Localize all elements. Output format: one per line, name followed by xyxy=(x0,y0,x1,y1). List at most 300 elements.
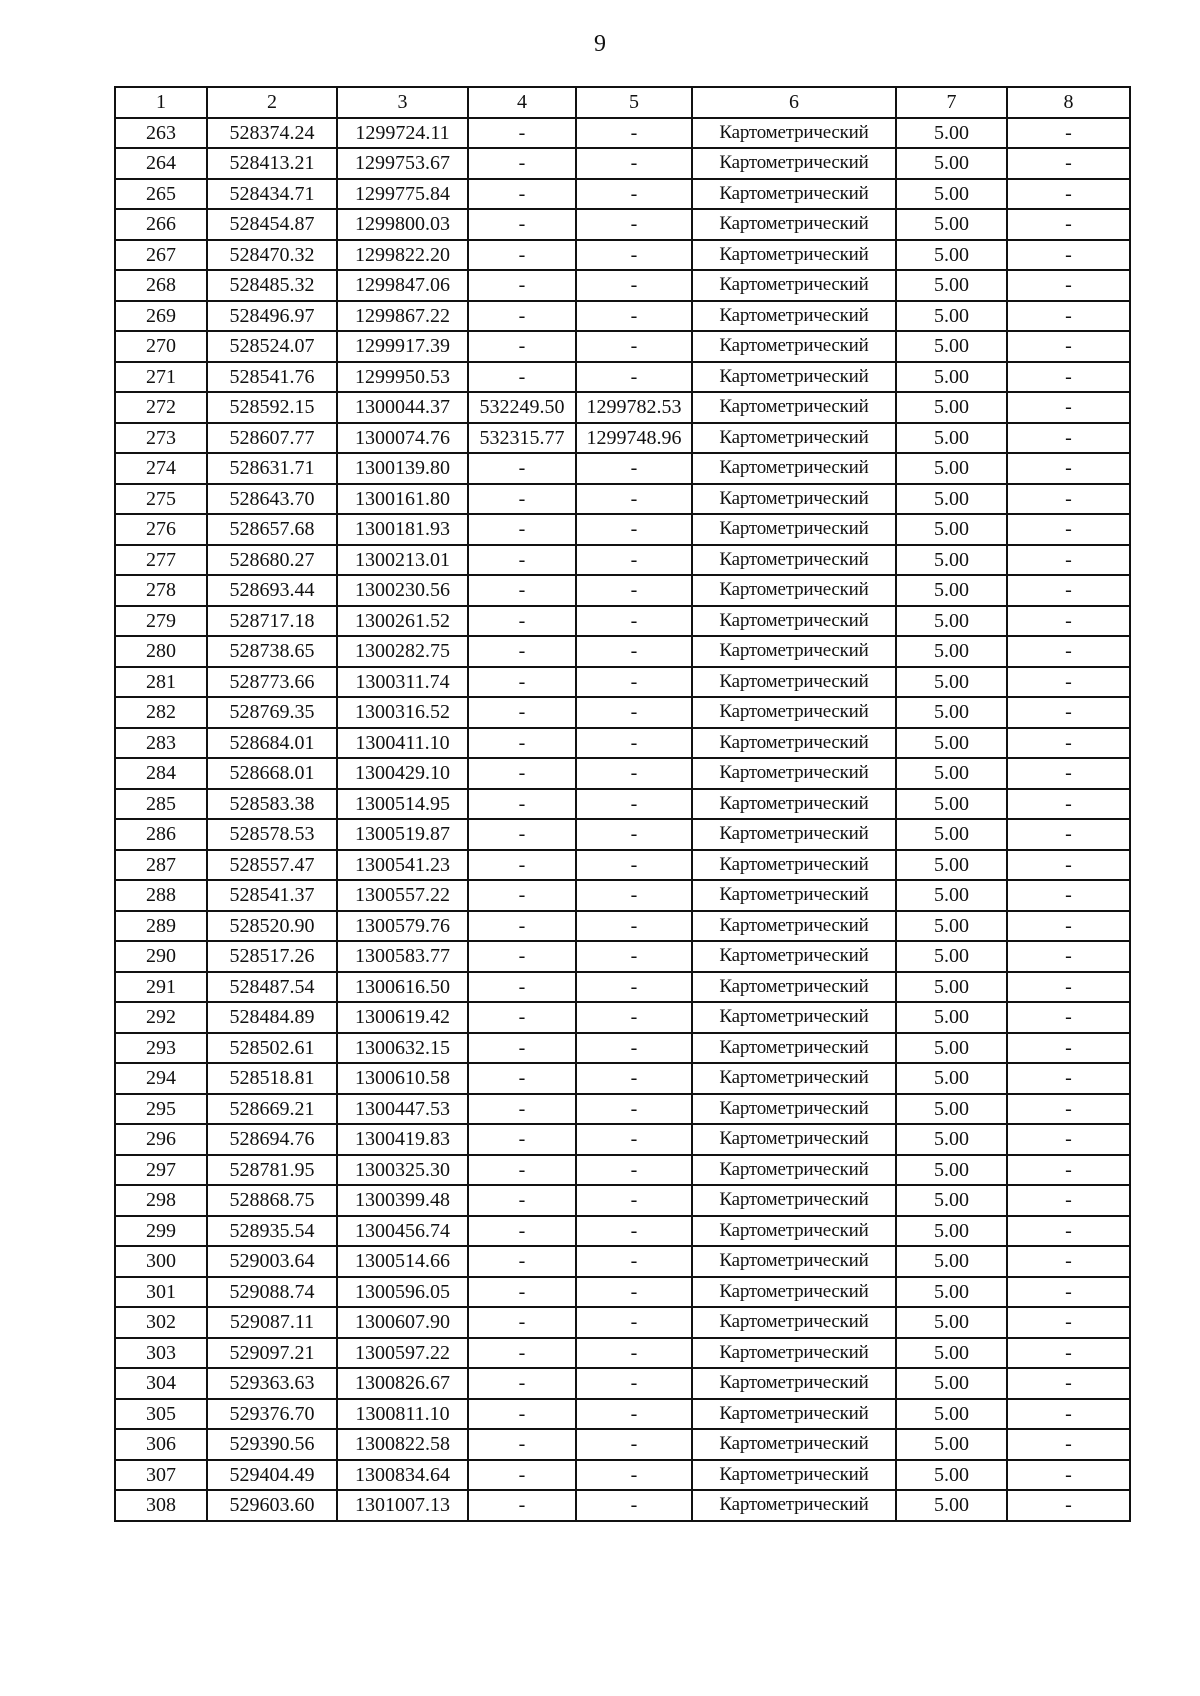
y-coordinate-cell: 1300579.76 xyxy=(337,911,468,942)
y-old-coordinate-cell: - xyxy=(576,1155,692,1186)
description-cell: - xyxy=(1007,1490,1130,1521)
description-cell: - xyxy=(1007,118,1130,149)
precision-cell: 5.00 xyxy=(896,1124,1007,1155)
precision-cell: 5.00 xyxy=(896,941,1007,972)
point-number-cell: 297 xyxy=(115,1155,207,1186)
y-old-coordinate-cell: - xyxy=(576,1246,692,1277)
table-row xyxy=(115,575,1130,606)
x-old-coordinate-cell: - xyxy=(468,453,576,484)
method-cell: Картометрический xyxy=(692,1216,896,1247)
column-header: 7 xyxy=(896,87,1007,118)
x-old-coordinate-cell: - xyxy=(468,1399,576,1430)
method-cell: Картометрический xyxy=(692,1094,896,1125)
table-row xyxy=(115,789,1130,820)
method-cell: Картометрический xyxy=(692,667,896,698)
precision-cell: 5.00 xyxy=(896,362,1007,393)
precision-cell: 5.00 xyxy=(896,606,1007,637)
y-old-coordinate-cell: - xyxy=(576,301,692,332)
table-row xyxy=(115,1399,1130,1430)
x-coordinate-cell: 528769.35 xyxy=(207,697,337,728)
point-number-cell: 302 xyxy=(115,1307,207,1338)
x-old-coordinate-cell: - xyxy=(468,1002,576,1033)
y-coordinate-cell: 1299917.39 xyxy=(337,331,468,362)
description-cell: - xyxy=(1007,392,1130,423)
table-row xyxy=(115,1246,1130,1277)
description-cell: - xyxy=(1007,667,1130,698)
y-coordinate-cell: 1300181.93 xyxy=(337,514,468,545)
point-number-cell: 263 xyxy=(115,118,207,149)
description-cell: - xyxy=(1007,728,1130,759)
x-old-coordinate-cell: - xyxy=(468,240,576,271)
y-coordinate-cell: 1300325.30 xyxy=(337,1155,468,1186)
method-cell: Картометрический xyxy=(692,1033,896,1064)
y-coordinate-cell: 1299822.20 xyxy=(337,240,468,271)
y-old-coordinate-cell: - xyxy=(576,362,692,393)
x-coordinate-cell: 528738.65 xyxy=(207,636,337,667)
x-old-coordinate-cell: - xyxy=(468,606,576,637)
description-cell: - xyxy=(1007,941,1130,972)
method-cell: Картометрический xyxy=(692,484,896,515)
method-cell: Картометрический xyxy=(692,362,896,393)
x-old-coordinate-cell: - xyxy=(468,484,576,515)
column-header: 6 xyxy=(692,87,896,118)
method-cell: Картометрический xyxy=(692,1155,896,1186)
description-cell: - xyxy=(1007,1185,1130,1216)
table-row xyxy=(115,1307,1130,1338)
method-cell: Картометрический xyxy=(692,789,896,820)
precision-cell: 5.00 xyxy=(896,209,1007,240)
y-old-coordinate-cell: - xyxy=(576,179,692,210)
table-row xyxy=(115,453,1130,484)
x-old-coordinate-cell: - xyxy=(468,1246,576,1277)
description-cell: - xyxy=(1007,1368,1130,1399)
x-coordinate-cell: 529003.64 xyxy=(207,1246,337,1277)
x-old-coordinate-cell: - xyxy=(468,1429,576,1460)
x-coordinate-cell: 528518.81 xyxy=(207,1063,337,1094)
description-cell: - xyxy=(1007,1277,1130,1308)
x-coordinate-cell: 528413.21 xyxy=(207,148,337,179)
method-cell: Картометрический xyxy=(692,1338,896,1369)
method-cell: Картометрический xyxy=(692,850,896,881)
x-coordinate-cell: 529363.63 xyxy=(207,1368,337,1399)
point-number-cell: 280 xyxy=(115,636,207,667)
column-header: 5 xyxy=(576,87,692,118)
point-number-cell: 294 xyxy=(115,1063,207,1094)
precision-cell: 5.00 xyxy=(896,118,1007,149)
table-row xyxy=(115,362,1130,393)
description-cell: - xyxy=(1007,362,1130,393)
y-coordinate-cell: 1300619.42 xyxy=(337,1002,468,1033)
method-cell: Картометрический xyxy=(692,728,896,759)
precision-cell: 5.00 xyxy=(896,1246,1007,1277)
x-coordinate-cell: 528657.68 xyxy=(207,514,337,545)
precision-cell: 5.00 xyxy=(896,575,1007,606)
table-row xyxy=(115,1368,1130,1399)
x-coordinate-cell: 528434.71 xyxy=(207,179,337,210)
description-cell: - xyxy=(1007,240,1130,271)
table-row xyxy=(115,1094,1130,1125)
y-old-coordinate-cell: 1299748.96 xyxy=(576,423,692,454)
x-coordinate-cell: 528669.21 xyxy=(207,1094,337,1125)
table-row xyxy=(115,1277,1130,1308)
point-number-cell: 289 xyxy=(115,911,207,942)
table-row xyxy=(115,1490,1130,1521)
table-row xyxy=(115,972,1130,1003)
description-cell: - xyxy=(1007,911,1130,942)
y-coordinate-cell: 1300447.53 xyxy=(337,1094,468,1125)
method-cell: Картометрический xyxy=(692,636,896,667)
point-number-cell: 274 xyxy=(115,453,207,484)
method-cell: Картометрический xyxy=(692,697,896,728)
point-number-cell: 268 xyxy=(115,270,207,301)
y-coordinate-cell: 1300161.80 xyxy=(337,484,468,515)
y-old-coordinate-cell: - xyxy=(576,1277,692,1308)
x-coordinate-cell: 528668.01 xyxy=(207,758,337,789)
y-old-coordinate-cell: - xyxy=(576,240,692,271)
method-cell: Картометрический xyxy=(692,1490,896,1521)
y-old-coordinate-cell: - xyxy=(576,1002,692,1033)
precision-cell: 5.00 xyxy=(896,1399,1007,1430)
precision-cell: 5.00 xyxy=(896,850,1007,881)
point-number-cell: 284 xyxy=(115,758,207,789)
point-number-cell: 304 xyxy=(115,1368,207,1399)
table-row xyxy=(115,1338,1130,1369)
x-old-coordinate-cell: - xyxy=(468,148,576,179)
x-coordinate-cell: 528557.47 xyxy=(207,850,337,881)
y-old-coordinate-cell: - xyxy=(576,1490,692,1521)
y-old-coordinate-cell: - xyxy=(576,1185,692,1216)
description-cell: - xyxy=(1007,819,1130,850)
x-coordinate-cell: 529088.74 xyxy=(207,1277,337,1308)
method-cell: Картометрический xyxy=(692,1460,896,1491)
precision-cell: 5.00 xyxy=(896,179,1007,210)
x-old-coordinate-cell: - xyxy=(468,941,576,972)
y-coordinate-cell: 1300597.22 xyxy=(337,1338,468,1369)
x-old-coordinate-cell: - xyxy=(468,209,576,240)
description-cell: - xyxy=(1007,1307,1130,1338)
precision-cell: 5.00 xyxy=(896,1033,1007,1064)
precision-cell: 5.00 xyxy=(896,1490,1007,1521)
y-old-coordinate-cell: - xyxy=(576,484,692,515)
y-old-coordinate-cell: - xyxy=(576,1033,692,1064)
table-row xyxy=(115,850,1130,881)
precision-cell: 5.00 xyxy=(896,331,1007,362)
method-cell: Картометрический xyxy=(692,1368,896,1399)
precision-cell: 5.00 xyxy=(896,911,1007,942)
method-cell: Картометрический xyxy=(692,209,896,240)
x-coordinate-cell: 528524.07 xyxy=(207,331,337,362)
x-old-coordinate-cell: - xyxy=(468,911,576,942)
description-cell: - xyxy=(1007,697,1130,728)
x-coordinate-cell: 528496.97 xyxy=(207,301,337,332)
precision-cell: 5.00 xyxy=(896,1460,1007,1491)
y-old-coordinate-cell: - xyxy=(576,697,692,728)
x-old-coordinate-cell: - xyxy=(468,1033,576,1064)
x-old-coordinate-cell: - xyxy=(468,1094,576,1125)
x-coordinate-cell: 528607.77 xyxy=(207,423,337,454)
description-cell: - xyxy=(1007,209,1130,240)
y-coordinate-cell: 1300610.58 xyxy=(337,1063,468,1094)
y-coordinate-cell: 1300514.95 xyxy=(337,789,468,820)
y-coordinate-cell: 1299775.84 xyxy=(337,179,468,210)
y-old-coordinate-cell: - xyxy=(576,850,692,881)
point-number-cell: 264 xyxy=(115,148,207,179)
table-row xyxy=(115,423,1130,454)
x-old-coordinate-cell: - xyxy=(468,667,576,698)
y-old-coordinate-cell: - xyxy=(576,880,692,911)
description-cell: - xyxy=(1007,1124,1130,1155)
y-coordinate-cell: 1300230.56 xyxy=(337,575,468,606)
column-header: 2 xyxy=(207,87,337,118)
y-old-coordinate-cell: 1299782.53 xyxy=(576,392,692,423)
description-cell: - xyxy=(1007,1246,1130,1277)
precision-cell: 5.00 xyxy=(896,1002,1007,1033)
table-row xyxy=(115,880,1130,911)
method-cell: Картометрический xyxy=(692,1002,896,1033)
y-coordinate-cell: 1300311.74 xyxy=(337,667,468,698)
y-old-coordinate-cell: - xyxy=(576,758,692,789)
precision-cell: 5.00 xyxy=(896,728,1007,759)
x-old-coordinate-cell: - xyxy=(468,1368,576,1399)
method-cell: Картометрический xyxy=(692,880,896,911)
point-number-cell: 285 xyxy=(115,789,207,820)
table-row xyxy=(115,636,1130,667)
table-row xyxy=(115,1063,1130,1094)
precision-cell: 5.00 xyxy=(896,240,1007,271)
y-old-coordinate-cell: - xyxy=(576,972,692,1003)
y-coordinate-cell: 1301007.13 xyxy=(337,1490,468,1521)
table-row xyxy=(115,301,1130,332)
method-cell: Картометрический xyxy=(692,972,896,1003)
y-coordinate-cell: 1299800.03 xyxy=(337,209,468,240)
x-old-coordinate-cell: 532315.77 xyxy=(468,423,576,454)
description-cell: - xyxy=(1007,1094,1130,1125)
x-old-coordinate-cell: - xyxy=(468,1460,576,1491)
x-old-coordinate-cell: - xyxy=(468,1155,576,1186)
point-number-cell: 270 xyxy=(115,331,207,362)
y-coordinate-cell: 1299724.11 xyxy=(337,118,468,149)
description-cell: - xyxy=(1007,179,1130,210)
point-number-cell: 279 xyxy=(115,606,207,637)
x-old-coordinate-cell: - xyxy=(468,362,576,393)
point-number-cell: 295 xyxy=(115,1094,207,1125)
y-old-coordinate-cell: - xyxy=(576,331,692,362)
x-coordinate-cell: 528485.32 xyxy=(207,270,337,301)
y-coordinate-cell: 1300826.67 xyxy=(337,1368,468,1399)
point-number-cell: 293 xyxy=(115,1033,207,1064)
y-old-coordinate-cell: - xyxy=(576,1429,692,1460)
point-number-cell: 292 xyxy=(115,1002,207,1033)
method-cell: Картометрический xyxy=(692,423,896,454)
point-number-cell: 303 xyxy=(115,1338,207,1369)
description-cell: - xyxy=(1007,972,1130,1003)
point-number-cell: 278 xyxy=(115,575,207,606)
description-cell: - xyxy=(1007,148,1130,179)
x-coordinate-cell: 528578.53 xyxy=(207,819,337,850)
precision-cell: 5.00 xyxy=(896,301,1007,332)
x-old-coordinate-cell: - xyxy=(468,1216,576,1247)
point-number-cell: 275 xyxy=(115,484,207,515)
precision-cell: 5.00 xyxy=(896,1094,1007,1125)
y-old-coordinate-cell: - xyxy=(576,453,692,484)
y-coordinate-cell: 1299847.06 xyxy=(337,270,468,301)
y-old-coordinate-cell: - xyxy=(576,1307,692,1338)
method-cell: Картометрический xyxy=(692,1124,896,1155)
y-old-coordinate-cell: - xyxy=(576,728,692,759)
column-header: 3 xyxy=(337,87,468,118)
x-coordinate-cell: 528631.71 xyxy=(207,453,337,484)
y-old-coordinate-cell: - xyxy=(576,1460,692,1491)
x-coordinate-cell: 528541.76 xyxy=(207,362,337,393)
y-old-coordinate-cell: - xyxy=(576,118,692,149)
table-row xyxy=(115,1155,1130,1186)
x-coordinate-cell: 528484.89 xyxy=(207,1002,337,1033)
table-row xyxy=(115,697,1130,728)
precision-cell: 5.00 xyxy=(896,1063,1007,1094)
table-row xyxy=(115,545,1130,576)
y-coordinate-cell: 1300834.64 xyxy=(337,1460,468,1491)
x-old-coordinate-cell: - xyxy=(468,1338,576,1369)
y-coordinate-cell: 1300261.52 xyxy=(337,606,468,637)
y-coordinate-cell: 1300632.15 xyxy=(337,1033,468,1064)
description-cell: - xyxy=(1007,789,1130,820)
description-cell: - xyxy=(1007,1063,1130,1094)
table-row xyxy=(115,179,1130,210)
x-old-coordinate-cell: - xyxy=(468,850,576,881)
point-number-cell: 276 xyxy=(115,514,207,545)
method-cell: Картометрический xyxy=(692,453,896,484)
y-coordinate-cell: 1299867.22 xyxy=(337,301,468,332)
column-header: 1 xyxy=(115,87,207,118)
precision-cell: 5.00 xyxy=(896,514,1007,545)
x-coordinate-cell: 528694.76 xyxy=(207,1124,337,1155)
point-number-cell: 298 xyxy=(115,1185,207,1216)
table-row xyxy=(115,1216,1130,1247)
y-coordinate-cell: 1300596.05 xyxy=(337,1277,468,1308)
table-body xyxy=(115,118,1130,1521)
precision-cell: 5.00 xyxy=(896,1277,1007,1308)
description-cell: - xyxy=(1007,331,1130,362)
precision-cell: 5.00 xyxy=(896,819,1007,850)
x-old-coordinate-cell: - xyxy=(468,1063,576,1094)
y-old-coordinate-cell: - xyxy=(576,1094,692,1125)
precision-cell: 5.00 xyxy=(896,148,1007,179)
y-coordinate-cell: 1300139.80 xyxy=(337,453,468,484)
y-coordinate-cell: 1300583.77 xyxy=(337,941,468,972)
table-row xyxy=(115,667,1130,698)
method-cell: Картометрический xyxy=(692,1185,896,1216)
method-cell: Картометрический xyxy=(692,911,896,942)
table-row xyxy=(115,1185,1130,1216)
table-row xyxy=(115,606,1130,637)
table-row xyxy=(115,758,1130,789)
y-coordinate-cell: 1300557.22 xyxy=(337,880,468,911)
y-coordinate-cell: 1300316.52 xyxy=(337,697,468,728)
precision-cell: 5.00 xyxy=(896,636,1007,667)
x-coordinate-cell: 528487.54 xyxy=(207,972,337,1003)
y-old-coordinate-cell: - xyxy=(576,911,692,942)
point-number-cell: 269 xyxy=(115,301,207,332)
method-cell: Картометрический xyxy=(692,545,896,576)
x-coordinate-cell: 529404.49 xyxy=(207,1460,337,1491)
y-old-coordinate-cell: - xyxy=(576,1063,692,1094)
table-row xyxy=(115,728,1130,759)
y-old-coordinate-cell: - xyxy=(576,636,692,667)
precision-cell: 5.00 xyxy=(896,972,1007,1003)
x-old-coordinate-cell: - xyxy=(468,1124,576,1155)
precision-cell: 5.00 xyxy=(896,453,1007,484)
table-row xyxy=(115,209,1130,240)
precision-cell: 5.00 xyxy=(896,1307,1007,1338)
description-cell: - xyxy=(1007,1216,1130,1247)
point-number-cell: 307 xyxy=(115,1460,207,1491)
x-coordinate-cell: 528643.70 xyxy=(207,484,337,515)
point-number-cell: 301 xyxy=(115,1277,207,1308)
y-old-coordinate-cell: - xyxy=(576,1399,692,1430)
method-cell: Картометрический xyxy=(692,331,896,362)
table-row xyxy=(115,331,1130,362)
y-old-coordinate-cell: - xyxy=(576,941,692,972)
y-coordinate-cell: 1300811.10 xyxy=(337,1399,468,1430)
method-cell: Картометрический xyxy=(692,1429,896,1460)
point-number-cell: 288 xyxy=(115,880,207,911)
table-row xyxy=(115,1460,1130,1491)
x-coordinate-cell: 529087.11 xyxy=(207,1307,337,1338)
y-old-coordinate-cell: - xyxy=(576,1368,692,1399)
table-row xyxy=(115,819,1130,850)
method-cell: Картометрический xyxy=(692,118,896,149)
y-coordinate-cell: 1300411.10 xyxy=(337,728,468,759)
table-row xyxy=(115,1124,1130,1155)
table-row xyxy=(115,1002,1130,1033)
x-coordinate-cell: 529376.70 xyxy=(207,1399,337,1430)
y-old-coordinate-cell: - xyxy=(576,575,692,606)
method-cell: Картометрический xyxy=(692,758,896,789)
x-old-coordinate-cell: - xyxy=(468,331,576,362)
y-old-coordinate-cell: - xyxy=(576,789,692,820)
method-cell: Картометрический xyxy=(692,179,896,210)
table-row xyxy=(115,1033,1130,1064)
x-coordinate-cell: 528717.18 xyxy=(207,606,337,637)
x-coordinate-cell: 528684.01 xyxy=(207,728,337,759)
description-cell: - xyxy=(1007,1338,1130,1369)
x-old-coordinate-cell: - xyxy=(468,1277,576,1308)
description-cell: - xyxy=(1007,636,1130,667)
point-number-cell: 296 xyxy=(115,1124,207,1155)
point-number-cell: 271 xyxy=(115,362,207,393)
y-coordinate-cell: 1300616.50 xyxy=(337,972,468,1003)
table-row xyxy=(115,941,1130,972)
y-old-coordinate-cell: - xyxy=(576,1216,692,1247)
precision-cell: 5.00 xyxy=(896,270,1007,301)
point-number-cell: 273 xyxy=(115,423,207,454)
x-old-coordinate-cell: - xyxy=(468,545,576,576)
description-cell: - xyxy=(1007,423,1130,454)
method-cell: Картометрический xyxy=(692,606,896,637)
x-coordinate-cell: 528541.37 xyxy=(207,880,337,911)
point-number-cell: 300 xyxy=(115,1246,207,1277)
method-cell: Картометрический xyxy=(692,148,896,179)
method-cell: Картометрический xyxy=(692,392,896,423)
x-coordinate-cell: 528693.44 xyxy=(207,575,337,606)
precision-cell: 5.00 xyxy=(896,697,1007,728)
x-coordinate-cell: 528592.15 xyxy=(207,392,337,423)
description-cell: - xyxy=(1007,850,1130,881)
description-cell: - xyxy=(1007,606,1130,637)
x-old-coordinate-cell: - xyxy=(468,118,576,149)
y-coordinate-cell: 1299753.67 xyxy=(337,148,468,179)
point-number-cell: 287 xyxy=(115,850,207,881)
